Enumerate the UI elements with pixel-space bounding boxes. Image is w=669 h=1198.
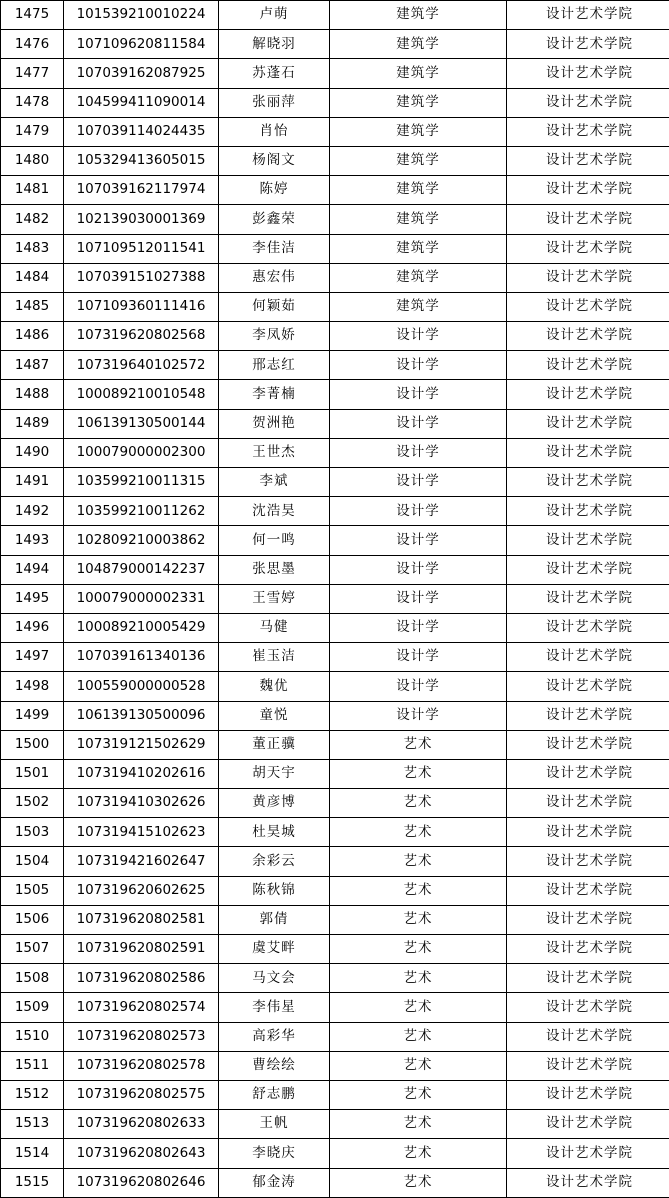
cell-major: 设计学 bbox=[330, 468, 507, 497]
cell-id: 107039151027388 bbox=[64, 263, 219, 292]
cell-seq: 1475 bbox=[1, 1, 64, 30]
cell-major: 艺术 bbox=[330, 730, 507, 759]
cell-seq: 1512 bbox=[1, 1080, 64, 1109]
cell-major: 建筑学 bbox=[330, 88, 507, 117]
cell-college: 设计艺术学院 bbox=[507, 205, 669, 234]
cell-college: 设计艺术学院 bbox=[507, 935, 669, 964]
cell-major: 设计学 bbox=[330, 322, 507, 351]
table-row bbox=[1, 584, 669, 613]
cell-college: 设计艺术学院 bbox=[507, 1080, 669, 1109]
cell-id: 107109360111416 bbox=[64, 292, 219, 321]
cell-seq: 1515 bbox=[1, 1168, 64, 1197]
cell-major: 设计学 bbox=[330, 409, 507, 438]
cell-college: 设计艺术学院 bbox=[507, 847, 669, 876]
cell-id: 107319620802574 bbox=[64, 993, 219, 1022]
cell-major: 建筑学 bbox=[330, 176, 507, 205]
cell-id: 102139030001369 bbox=[64, 205, 219, 234]
cell-id: 107109512011541 bbox=[64, 234, 219, 263]
table-row bbox=[1, 876, 669, 905]
cell-college: 设计艺术学院 bbox=[507, 526, 669, 555]
cell-name: 李斌 bbox=[219, 468, 330, 497]
table-row bbox=[1, 847, 669, 876]
cell-seq: 1504 bbox=[1, 847, 64, 876]
table-row bbox=[1, 234, 669, 263]
cell-name: 陈婷 bbox=[219, 176, 330, 205]
table-row bbox=[1, 1110, 669, 1139]
cell-seq: 1477 bbox=[1, 59, 64, 88]
cell-seq: 1489 bbox=[1, 409, 64, 438]
cell-major: 艺术 bbox=[330, 1080, 507, 1109]
cell-name: 贺洲艳 bbox=[219, 409, 330, 438]
cell-major: 艺术 bbox=[330, 964, 507, 993]
cell-college: 设计艺术学院 bbox=[507, 1051, 669, 1080]
table-row bbox=[1, 59, 669, 88]
cell-college: 设计艺术学院 bbox=[507, 117, 669, 146]
cell-name: 黄彦博 bbox=[219, 789, 330, 818]
cell-college: 设计艺术学院 bbox=[507, 993, 669, 1022]
table-row bbox=[1, 964, 669, 993]
cell-major: 艺术 bbox=[330, 759, 507, 788]
cell-college: 设计艺术学院 bbox=[507, 555, 669, 584]
cell-major: 设计学 bbox=[330, 613, 507, 642]
cell-name: 魏优 bbox=[219, 672, 330, 701]
cell-name: 高彩华 bbox=[219, 1022, 330, 1051]
table-row bbox=[1, 468, 669, 497]
cell-name: 胡天宇 bbox=[219, 759, 330, 788]
cell-name: 苏蓬石 bbox=[219, 59, 330, 88]
table-row bbox=[1, 789, 669, 818]
table-row bbox=[1, 146, 669, 175]
cell-major: 艺术 bbox=[330, 847, 507, 876]
cell-id: 103599210011315 bbox=[64, 468, 219, 497]
cell-id: 107319121502629 bbox=[64, 730, 219, 759]
cell-seq: 1496 bbox=[1, 613, 64, 642]
cell-id: 106139130500144 bbox=[64, 409, 219, 438]
cell-college: 设计艺术学院 bbox=[507, 438, 669, 467]
cell-seq: 1508 bbox=[1, 964, 64, 993]
cell-seq: 1507 bbox=[1, 935, 64, 964]
cell-name: 舒志鹏 bbox=[219, 1080, 330, 1109]
cell-seq: 1482 bbox=[1, 205, 64, 234]
cell-name: 马健 bbox=[219, 613, 330, 642]
cell-seq: 1476 bbox=[1, 30, 64, 59]
cell-seq: 1487 bbox=[1, 351, 64, 380]
cell-name: 李凤娇 bbox=[219, 322, 330, 351]
cell-id: 107319410302626 bbox=[64, 789, 219, 818]
cell-seq: 1510 bbox=[1, 1022, 64, 1051]
cell-id: 107319620802575 bbox=[64, 1080, 219, 1109]
table-row bbox=[1, 409, 669, 438]
table-row bbox=[1, 935, 669, 964]
cell-college: 设计艺术学院 bbox=[507, 905, 669, 934]
cell-college: 设计艺术学院 bbox=[507, 789, 669, 818]
cell-name: 曹绘绘 bbox=[219, 1051, 330, 1080]
cell-name: 杨阁文 bbox=[219, 146, 330, 175]
table-row bbox=[1, 380, 669, 409]
cell-college: 设计艺术学院 bbox=[507, 818, 669, 847]
cell-seq: 1485 bbox=[1, 292, 64, 321]
cell-major: 建筑学 bbox=[330, 30, 507, 59]
cell-name: 董正骥 bbox=[219, 730, 330, 759]
cell-major: 建筑学 bbox=[330, 146, 507, 175]
cell-seq: 1509 bbox=[1, 993, 64, 1022]
cell-major: 设计学 bbox=[330, 701, 507, 730]
cell-college: 设计艺术学院 bbox=[507, 263, 669, 292]
cell-college: 设计艺术学院 bbox=[507, 146, 669, 175]
cell-name: 马文会 bbox=[219, 964, 330, 993]
cell-major: 建筑学 bbox=[330, 117, 507, 146]
cell-id: 107319415102623 bbox=[64, 818, 219, 847]
cell-seq: 1483 bbox=[1, 234, 64, 263]
cell-seq: 1505 bbox=[1, 876, 64, 905]
cell-major: 设计学 bbox=[330, 526, 507, 555]
cell-name: 李晓庆 bbox=[219, 1139, 330, 1168]
cell-major: 艺术 bbox=[330, 1168, 507, 1197]
cell-seq: 1511 bbox=[1, 1051, 64, 1080]
cell-id: 107319640102572 bbox=[64, 351, 219, 380]
cell-name: 王帆 bbox=[219, 1110, 330, 1139]
cell-name: 虞艾畔 bbox=[219, 935, 330, 964]
table-row bbox=[1, 1080, 669, 1109]
cell-id: 107039114024435 bbox=[64, 117, 219, 146]
cell-id: 104879000142237 bbox=[64, 555, 219, 584]
cell-seq: 1486 bbox=[1, 322, 64, 351]
cell-name: 解晓羽 bbox=[219, 30, 330, 59]
table-row bbox=[1, 351, 669, 380]
cell-id: 107319421602647 bbox=[64, 847, 219, 876]
table-row bbox=[1, 1139, 669, 1168]
cell-seq: 1506 bbox=[1, 905, 64, 934]
cell-id: 107109620811584 bbox=[64, 30, 219, 59]
table-row bbox=[1, 176, 669, 205]
cell-college: 设计艺术学院 bbox=[507, 701, 669, 730]
table-row bbox=[1, 322, 669, 351]
cell-major: 艺术 bbox=[330, 1110, 507, 1139]
cell-major: 建筑学 bbox=[330, 59, 507, 88]
cell-major: 建筑学 bbox=[330, 263, 507, 292]
cell-college: 设计艺术学院 bbox=[507, 1022, 669, 1051]
cell-major: 建筑学 bbox=[330, 292, 507, 321]
cell-major: 建筑学 bbox=[330, 205, 507, 234]
cell-seq: 1479 bbox=[1, 117, 64, 146]
table-row bbox=[1, 818, 669, 847]
cell-seq: 1478 bbox=[1, 88, 64, 117]
cell-seq: 1494 bbox=[1, 555, 64, 584]
cell-name: 李菁楠 bbox=[219, 380, 330, 409]
cell-name: 李佳洁 bbox=[219, 234, 330, 263]
table-row bbox=[1, 88, 669, 117]
table-row bbox=[1, 30, 669, 59]
cell-college: 设计艺术学院 bbox=[507, 497, 669, 526]
cell-college: 设计艺术学院 bbox=[507, 234, 669, 263]
table-row bbox=[1, 905, 669, 934]
table-row bbox=[1, 672, 669, 701]
cell-college: 设计艺术学院 bbox=[507, 584, 669, 613]
cell-major: 设计学 bbox=[330, 380, 507, 409]
cell-id: 100079000002300 bbox=[64, 438, 219, 467]
cell-name: 何颖茹 bbox=[219, 292, 330, 321]
cell-id: 107039161340136 bbox=[64, 643, 219, 672]
cell-seq: 1503 bbox=[1, 818, 64, 847]
cell-college: 设计艺术学院 bbox=[507, 1139, 669, 1168]
cell-id: 107319410202616 bbox=[64, 759, 219, 788]
cell-college: 设计艺术学院 bbox=[507, 730, 669, 759]
cell-name: 李伟星 bbox=[219, 993, 330, 1022]
cell-major: 设计学 bbox=[330, 438, 507, 467]
cell-id: 107319620802643 bbox=[64, 1139, 219, 1168]
cell-id: 106139130500096 bbox=[64, 701, 219, 730]
cell-major: 艺术 bbox=[330, 905, 507, 934]
cell-major: 设计学 bbox=[330, 497, 507, 526]
table-row bbox=[1, 117, 669, 146]
cell-name: 何一鸣 bbox=[219, 526, 330, 555]
cell-college: 设计艺术学院 bbox=[507, 380, 669, 409]
cell-major: 艺术 bbox=[330, 1022, 507, 1051]
table-row bbox=[1, 1, 669, 30]
cell-college: 设计艺术学院 bbox=[507, 876, 669, 905]
cell-seq: 1481 bbox=[1, 176, 64, 205]
table-row bbox=[1, 263, 669, 292]
table-row bbox=[1, 643, 669, 672]
cell-college: 设计艺术学院 bbox=[507, 643, 669, 672]
table-row bbox=[1, 759, 669, 788]
cell-seq: 1493 bbox=[1, 526, 64, 555]
cell-id: 103599210011262 bbox=[64, 497, 219, 526]
cell-name: 肖怡 bbox=[219, 117, 330, 146]
cell-id: 100089210010548 bbox=[64, 380, 219, 409]
cell-major: 设计学 bbox=[330, 672, 507, 701]
cell-major: 艺术 bbox=[330, 993, 507, 1022]
table-row bbox=[1, 526, 669, 555]
cell-major: 艺术 bbox=[330, 1139, 507, 1168]
cell-id: 101539210010224 bbox=[64, 1, 219, 30]
table-row bbox=[1, 555, 669, 584]
cell-name: 王雪婷 bbox=[219, 584, 330, 613]
cell-name: 张丽萍 bbox=[219, 88, 330, 117]
cell-id: 107319620802578 bbox=[64, 1051, 219, 1080]
cell-college: 设计艺术学院 bbox=[507, 176, 669, 205]
cell-name: 陈秋锦 bbox=[219, 876, 330, 905]
cell-name: 卢萌 bbox=[219, 1, 330, 30]
cell-id: 107319620802581 bbox=[64, 905, 219, 934]
cell-college: 设计艺术学院 bbox=[507, 351, 669, 380]
cell-id: 100079000002331 bbox=[64, 584, 219, 613]
cell-seq: 1488 bbox=[1, 380, 64, 409]
cell-name: 郭倩 bbox=[219, 905, 330, 934]
table-row bbox=[1, 1051, 669, 1080]
cell-college: 设计艺术学院 bbox=[507, 672, 669, 701]
cell-seq: 1495 bbox=[1, 584, 64, 613]
cell-seq: 1491 bbox=[1, 468, 64, 497]
cell-major: 艺术 bbox=[330, 935, 507, 964]
cell-name: 郁金涛 bbox=[219, 1168, 330, 1197]
cell-id: 107319620802586 bbox=[64, 964, 219, 993]
cell-id: 100089210005429 bbox=[64, 613, 219, 642]
cell-seq: 1514 bbox=[1, 1139, 64, 1168]
cell-major: 建筑学 bbox=[330, 1, 507, 30]
cell-id: 107319620802573 bbox=[64, 1022, 219, 1051]
cell-college: 设计艺术学院 bbox=[507, 964, 669, 993]
cell-name: 沈浩昊 bbox=[219, 497, 330, 526]
cell-major: 设计学 bbox=[330, 351, 507, 380]
cell-name: 王世杰 bbox=[219, 438, 330, 467]
cell-seq: 1484 bbox=[1, 263, 64, 292]
table-row bbox=[1, 205, 669, 234]
roster-table-body bbox=[1, 1, 669, 1198]
cell-college: 设计艺术学院 bbox=[507, 1, 669, 30]
cell-name: 童悦 bbox=[219, 701, 330, 730]
cell-major: 艺术 bbox=[330, 876, 507, 905]
cell-college: 设计艺术学院 bbox=[507, 292, 669, 321]
cell-seq: 1502 bbox=[1, 789, 64, 818]
cell-major: 设计学 bbox=[330, 555, 507, 584]
cell-major: 建筑学 bbox=[330, 234, 507, 263]
cell-college: 设计艺术学院 bbox=[507, 759, 669, 788]
cell-college: 设计艺术学院 bbox=[507, 322, 669, 351]
table-row bbox=[1, 292, 669, 321]
cell-seq: 1492 bbox=[1, 497, 64, 526]
cell-name: 杜昊城 bbox=[219, 818, 330, 847]
cell-name: 张思墨 bbox=[219, 555, 330, 584]
cell-name: 邢志红 bbox=[219, 351, 330, 380]
cell-name: 彭鑫荣 bbox=[219, 205, 330, 234]
cell-college: 设计艺术学院 bbox=[507, 613, 669, 642]
cell-major: 设计学 bbox=[330, 643, 507, 672]
cell-college: 设计艺术学院 bbox=[507, 30, 669, 59]
cell-seq: 1500 bbox=[1, 730, 64, 759]
cell-name: 惠宏伟 bbox=[219, 263, 330, 292]
cell-major: 设计学 bbox=[330, 584, 507, 613]
cell-college: 设计艺术学院 bbox=[507, 1168, 669, 1197]
cell-name: 崔玉洁 bbox=[219, 643, 330, 672]
table-row bbox=[1, 613, 669, 642]
table-row bbox=[1, 730, 669, 759]
cell-college: 设计艺术学院 bbox=[507, 88, 669, 117]
cell-id: 100559000000528 bbox=[64, 672, 219, 701]
cell-id: 104599411090014 bbox=[64, 88, 219, 117]
cell-college: 设计艺术学院 bbox=[507, 409, 669, 438]
table-row bbox=[1, 1168, 669, 1197]
cell-seq: 1490 bbox=[1, 438, 64, 467]
cell-major: 艺术 bbox=[330, 789, 507, 818]
table-row bbox=[1, 1022, 669, 1051]
cell-id: 107319620802646 bbox=[64, 1168, 219, 1197]
cell-major: 艺术 bbox=[330, 818, 507, 847]
cell-seq: 1499 bbox=[1, 701, 64, 730]
cell-college: 设计艺术学院 bbox=[507, 1110, 669, 1139]
cell-major: 艺术 bbox=[330, 1051, 507, 1080]
cell-seq: 1497 bbox=[1, 643, 64, 672]
table-row bbox=[1, 701, 669, 730]
cell-id: 107039162087925 bbox=[64, 59, 219, 88]
table-row bbox=[1, 497, 669, 526]
cell-id: 107319620602625 bbox=[64, 876, 219, 905]
table-row bbox=[1, 438, 669, 467]
cell-name: 余彩云 bbox=[219, 847, 330, 876]
table-row bbox=[1, 993, 669, 1022]
cell-id: 107319620802591 bbox=[64, 935, 219, 964]
cell-id: 105329413605015 bbox=[64, 146, 219, 175]
cell-college: 设计艺术学院 bbox=[507, 468, 669, 497]
cell-seq: 1498 bbox=[1, 672, 64, 701]
cell-id: 107319620802633 bbox=[64, 1110, 219, 1139]
cell-id: 107319620802568 bbox=[64, 322, 219, 351]
cell-college: 设计艺术学院 bbox=[507, 59, 669, 88]
cell-id: 102809210003862 bbox=[64, 526, 219, 555]
cell-seq: 1480 bbox=[1, 146, 64, 175]
cell-seq: 1513 bbox=[1, 1110, 64, 1139]
cell-seq: 1501 bbox=[1, 759, 64, 788]
cell-id: 107039162117974 bbox=[64, 176, 219, 205]
